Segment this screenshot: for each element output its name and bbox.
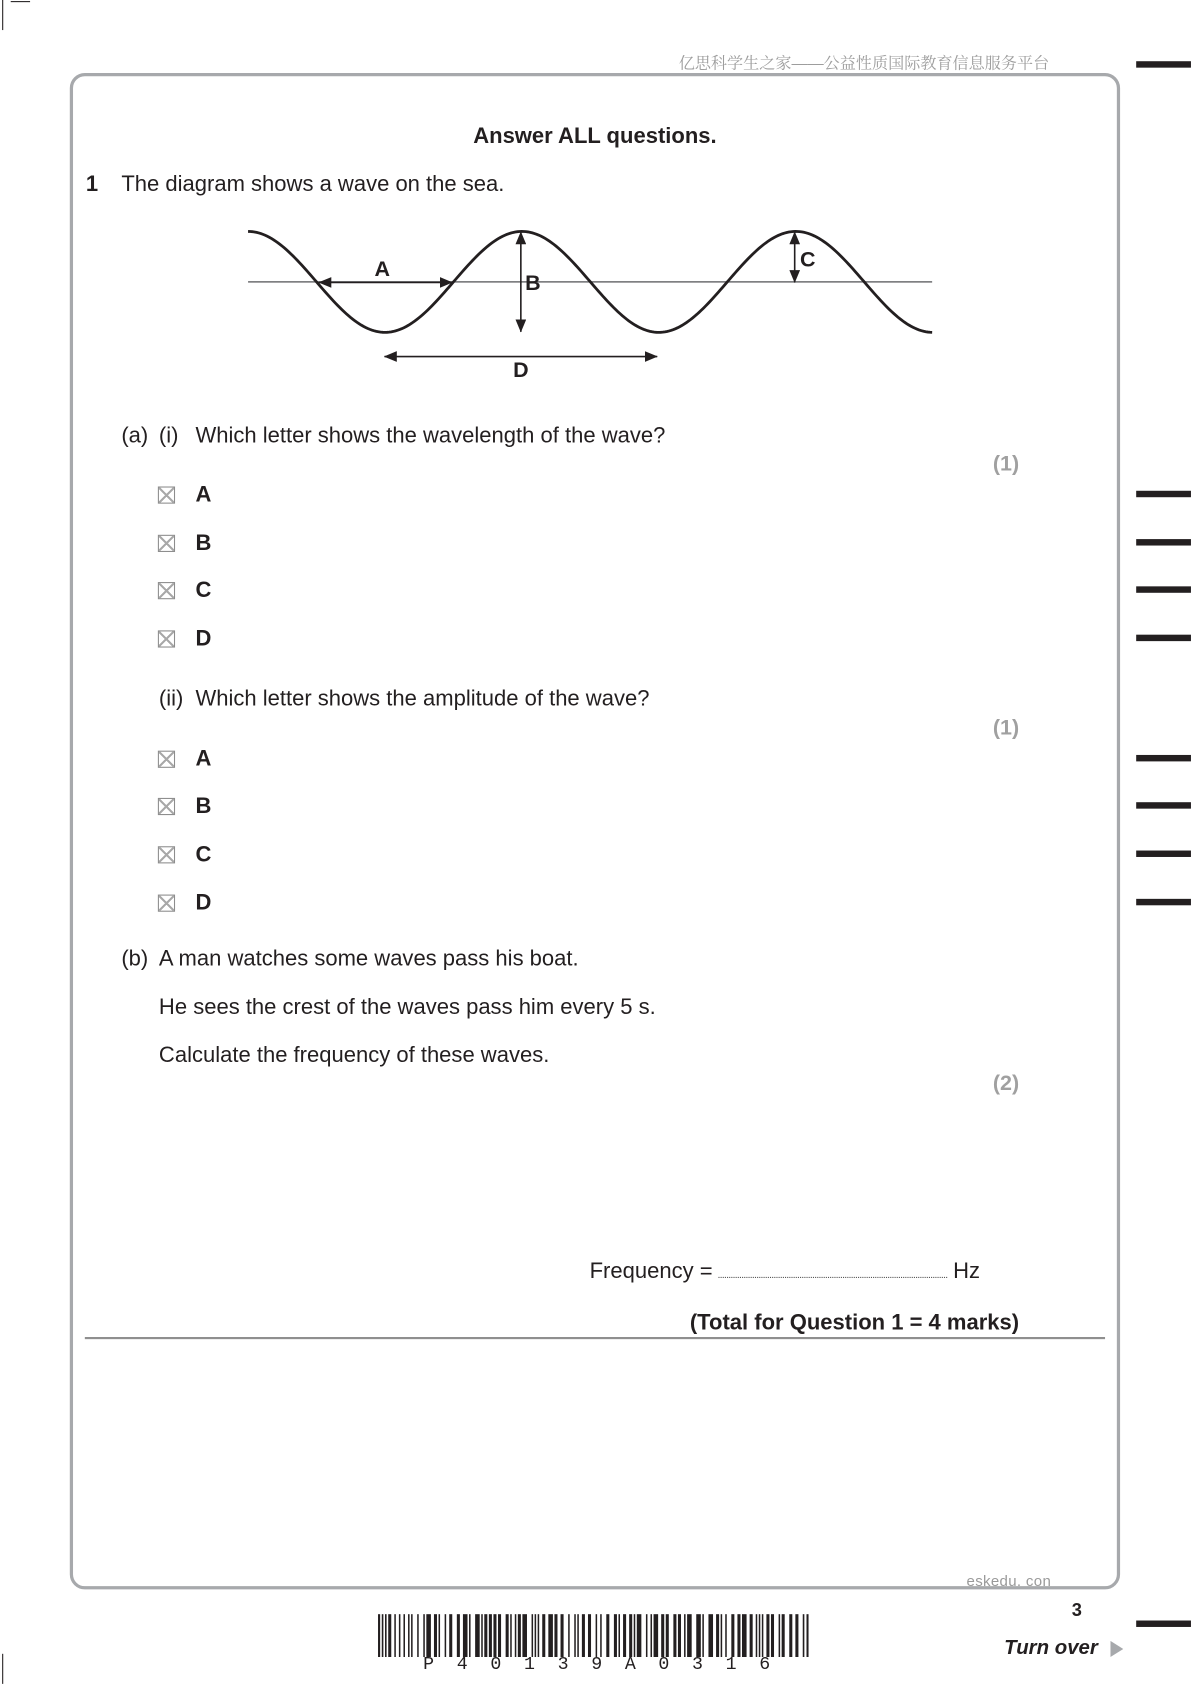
option-letter: D: [195, 626, 212, 651]
barcode-bar: [803, 1614, 805, 1657]
edge-marker-bar: [1136, 61, 1191, 67]
barcode-bar: [506, 1614, 509, 1657]
barcode-bar: [489, 1614, 492, 1657]
barcode-bar: [538, 1614, 540, 1657]
crop-mark-top-left-vertical: [2, 0, 3, 30]
barcode-bar: [771, 1614, 774, 1657]
barcode-bar: [426, 1614, 431, 1657]
barcode-bar: [434, 1614, 437, 1657]
part-b-line-1: A man watches some waves pass his boat.: [158, 946, 579, 971]
barcode-bar: [673, 1614, 676, 1657]
barcode-bar: [725, 1614, 727, 1657]
barcode-bar: [806, 1614, 808, 1657]
barcode-bar: [577, 1614, 579, 1657]
edge-marker-bar: [1136, 899, 1191, 905]
crossed-checkbox-icon[interactable]: [158, 535, 175, 552]
barcode-bar: [408, 1614, 410, 1657]
page-number: 3: [1071, 1600, 1082, 1621]
question-stem: The diagram shows a wave on the sea.: [121, 171, 505, 197]
barcode-bar: [554, 1614, 557, 1657]
crossed-checkbox-icon[interactable]: [158, 846, 175, 863]
edge-marker-bar: [1136, 755, 1191, 761]
barcode-bar: [654, 1614, 659, 1657]
barcode-bar: [651, 1614, 653, 1657]
barcode-bar: [582, 1614, 585, 1657]
barcode-bar: [463, 1614, 468, 1657]
frequency-answer-unit: Hz: [953, 1258, 981, 1284]
diagram-label-c: C: [800, 247, 816, 272]
option-a-ii-B[interactable]: [158, 794, 211, 820]
barcode-bar: [574, 1614, 576, 1657]
site-watermark: eskedu. con: [966, 1572, 1052, 1590]
crossed-checkbox-icon[interactable]: [158, 798, 175, 815]
barcode-bar: [795, 1614, 798, 1657]
part-a-ii-marks: (1): [992, 716, 1020, 740]
diagram-label-a: A: [374, 256, 391, 281]
barcode-bar: [756, 1614, 758, 1657]
option-a-i-C[interactable]: [158, 578, 211, 604]
frequency-answer-prefix: Frequency =: [589, 1258, 713, 1284]
barcode-bar: [515, 1614, 517, 1657]
barcode-bar: [750, 1614, 753, 1657]
barcode-bar: [716, 1614, 719, 1657]
part-b-line-3: Calculate the frequency of these waves.: [158, 1042, 550, 1068]
barcode-bar: [542, 1614, 545, 1657]
option-a-ii-C[interactable]: [158, 842, 211, 868]
barcode: [378, 1614, 809, 1657]
barcode-bar: [661, 1614, 664, 1657]
barcode-bar: [378, 1614, 380, 1657]
barcode-bar: [606, 1614, 609, 1657]
barcode-bar: [518, 1614, 521, 1657]
barcode-bar: [475, 1614, 480, 1657]
barcode-bar: [484, 1614, 487, 1657]
part-a-ii-question: Which letter shows the amplitude of the wave?: [195, 686, 650, 711]
option-a-i-B[interactable]: [158, 531, 211, 557]
barcode-bar: [789, 1614, 792, 1657]
crop-mark-bottom-left-vertical: [2, 1654, 3, 1684]
crop-mark-top-left-horizontal: [11, 1, 30, 2]
barcode-bar: [535, 1614, 537, 1657]
wave-diagram: [236, 215, 956, 387]
barcode-bar: [687, 1614, 692, 1657]
barcode-bar: [445, 1614, 447, 1657]
part-b-line-2: He sees the crest of the waves pass him every 5 s.: [158, 994, 656, 1020]
barcode-bar: [388, 1614, 391, 1657]
edge-marker-bar: [1136, 539, 1191, 545]
diagram-label-d: D: [513, 357, 529, 382]
barcode-bar: [614, 1614, 617, 1657]
header-watermark: 亿思科学生之家——公益性质国际教育信息服务平台: [678, 54, 1050, 74]
barcode-bar: [449, 1614, 452, 1657]
barcode-bar: [439, 1614, 441, 1657]
barcode-bar: [782, 1614, 785, 1657]
part-a-i-marks: (1): [992, 452, 1020, 476]
barcode-bar: [702, 1614, 704, 1657]
crossed-checkbox-icon[interactable]: [158, 751, 175, 768]
barcode-bar: [469, 1614, 471, 1657]
option-letter: A: [195, 482, 212, 507]
part-a-i-question: Which letter shows the wavelength of the wave?: [195, 423, 666, 448]
barcode-bar: [588, 1614, 591, 1657]
edge-marker-bar: [1136, 635, 1191, 641]
barcode-bar: [618, 1614, 620, 1657]
edge-marker-bar: [1136, 586, 1191, 592]
part-a-ii-label: (ii): [158, 686, 184, 711]
option-letter: A: [195, 746, 212, 772]
edge-marker-bar: [1136, 491, 1191, 497]
barcode-bar: [600, 1614, 602, 1657]
option-a-ii-A[interactable]: [158, 746, 211, 772]
play-triangle-icon: [1110, 1641, 1123, 1657]
barcode-bar: [629, 1614, 632, 1657]
barcode-bar: [666, 1614, 669, 1657]
barcode-bar: [742, 1614, 747, 1657]
edge-marker-bar: [1136, 1621, 1191, 1627]
frequency-answer-field[interactable]: [718, 1262, 947, 1278]
barcode-bar: [498, 1614, 501, 1657]
barcode-bar: [493, 1614, 496, 1657]
question-number: 1: [85, 171, 99, 197]
barcode-bar: [481, 1614, 483, 1657]
barcode-bar: [766, 1614, 769, 1657]
option-a-ii-D[interactable]: [158, 890, 211, 916]
barcode-bar: [532, 1614, 534, 1657]
barcode-bar: [759, 1614, 761, 1657]
diagram-label-b: B: [525, 270, 541, 295]
edge-marker-bar: [1136, 802, 1191, 808]
part-a-label: (a): [121, 423, 149, 448]
barcode-bar: [637, 1614, 642, 1657]
instructions-heading: Answer ALL questions.: [473, 123, 717, 149]
barcode-bar: [399, 1614, 401, 1657]
barcode-bar: [779, 1614, 781, 1657]
barcode-bar: [568, 1614, 570, 1657]
crossed-checkbox-icon[interactable]: [158, 486, 175, 503]
part-a-i-label: (i): [158, 423, 179, 448]
barcode-bar: [522, 1614, 527, 1657]
frequency-answer-row: [590, 1259, 980, 1285]
part-b-label: (b): [121, 946, 149, 971]
barcode-bar: [596, 1614, 598, 1657]
barcode-bar: [708, 1614, 713, 1657]
barcode-bar: [411, 1614, 413, 1657]
option-letter: D: [195, 890, 212, 915]
barcode-bar: [623, 1614, 626, 1657]
question-total-marks: (Total for Question 1 = 4 marks): [689, 1310, 1020, 1335]
barcode-bar: [548, 1614, 553, 1657]
barcode-bar: [731, 1614, 734, 1657]
crossed-checkbox-icon[interactable]: [158, 630, 175, 647]
barcode-bar: [762, 1614, 764, 1657]
barcode-bar: [678, 1614, 681, 1657]
barcode-text: P 4 0 1 3 9 A 0 3 1 6: [423, 1654, 777, 1676]
part-b-marks: (2): [992, 1071, 1020, 1096]
crossed-checkbox-icon[interactable]: [158, 895, 175, 912]
barcode-bar: [423, 1614, 425, 1657]
barcode-bar: [510, 1614, 512, 1657]
option-letter: C: [195, 577, 212, 603]
barcode-bar: [634, 1614, 636, 1657]
turn-over-label: Turn over: [1004, 1636, 1098, 1660]
barcode-bar: [684, 1614, 686, 1657]
barcode-bar: [721, 1614, 723, 1657]
option-letter: B: [195, 793, 212, 819]
crossed-checkbox-icon[interactable]: [158, 582, 175, 599]
option-a-i-A[interactable]: [158, 482, 211, 508]
barcode-bar: [696, 1614, 701, 1657]
barcode-bar: [417, 1614, 419, 1657]
option-letter: B: [195, 530, 212, 556]
barcode-bar: [646, 1614, 648, 1657]
barcode-bar: [382, 1614, 384, 1657]
barcode-bar: [457, 1614, 460, 1657]
edge-marker-bar: [1136, 851, 1191, 857]
barcode-bar: [737, 1614, 740, 1657]
barcode-bar: [394, 1614, 396, 1657]
barcode-bar: [403, 1614, 405, 1657]
option-letter: C: [195, 841, 212, 867]
barcode-bar: [561, 1614, 564, 1657]
question-end-rule: [85, 1337, 1105, 1339]
option-a-i-D[interactable]: [158, 626, 211, 652]
barcode-bar: [385, 1614, 387, 1657]
